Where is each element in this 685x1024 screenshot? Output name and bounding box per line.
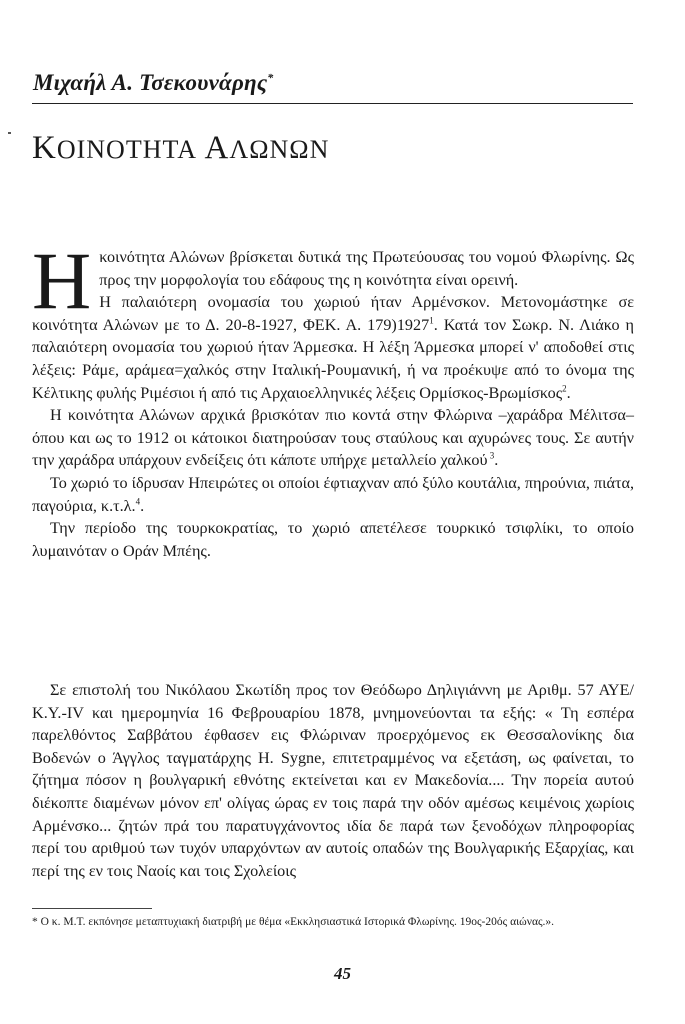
footnote: * Ο κ. Μ.Τ. εκπόνησε μεταπτυχιακή διατριβή με θέμα «Εκκλησιαστικά Ιστορικά Φλωρίνης. 19ος-20ός αιώνας.». — [32, 916, 555, 928]
paragraph-5: Την περίοδο της τουρκοκρατίας, το χωριό απετέλεσε τουρκικό τσιφλίκι, το οποίο λυμαινόταν ο Οράν Μπέης. — [32, 519, 634, 560]
paragraph-3-text: Η κοινότητα Αλώνων αρχικά βρισκόταν πιο κοντά στην Φλώρινα –χαράδρα Μέλιτσα– όπου και ως το 1912 οι κάτοικοι διατηρούσαν τους σταύλους και αχυρώνες τους. Σε αυτήν την χαράδρα υπάρχουν ενδείξεις ότι κάποτε υπήρχε μεταλλείο χαλκού — [32, 406, 634, 470]
title-rest-2: ΛΩΝΩΝ — [229, 135, 330, 164]
paragraph-3 — [32, 404, 634, 472]
margin-mark — [8, 132, 11, 134]
paragraph-2-text-a: Η παλαιότερη ονομασία του χωριού ήταν Αρμένσκον. Μετονομάστηκε σε κοινότητα Αλώνων με το Δ. 20-8-1927, ΦΕΚ. Α. 179)1927 — [32, 293, 634, 334]
footnote-ref-3: 3 — [487, 450, 495, 461]
paragraph-6: Σε επιστολή του Νικόλαου Σκωτίδη προς τον Θεόδωρο Δηλιγιάννη με Αριθμ. 57 ΑΥΕ/Κ.Υ.-IV και ημερομηνία 16 Φεβρουαρίου 1878, μνημονεύονται τα εξής: « Τη εσπέρα παρελθόντος Σαββάτου έφθασεν εις Φλώριναν προερχόμενος εκ Θεσσαλονίκης δια Βοδενών ο Άγγλος ταγματάρχης Η. Sygne, επιτετραμμένος να εξετάση, ως φαίνεται, το ζήτημα πόσον η βουλγαρική εθνότης εκτείνεται και εν Μακεδονία.... Την πορεία αυτού διέκοπτε διαμένων μόνον επ' ολίγας ώρας εν τοις παρά την οδόν αμέσως κειμένοις χωρίοις Αρμένσκο... ζητών πρά του παρατυγχάνοντος ιδία δε παρά των ξενοδόχων πληροφορίας περί του αριθμού των τυχόν υπαρχόντων αν αυτοίς οπαδών της Βουλγαρικής Εξαρχίας, και περί της εν τοις Ναοίς και τοις Σχολείοις — [32, 681, 634, 880]
paragraph-2-end: . — [566, 383, 571, 402]
title-rest-1: ΟΙΝΟΤΗΤΑ — [56, 135, 198, 164]
drop-cap: Η — [32, 235, 92, 326]
paragraph-1-text: κοινότητα Αλώνων βρίσκεται δυτικά της Πρωτεύουσας του νομού Φλωρίνης. Ως προς την μορφολογία του εδάφους της η κοινότητα είναι ορεινή. — [99, 248, 634, 289]
footnote-ref-2: 2 — [562, 383, 567, 394]
paragraph-3-end: . — [494, 451, 499, 470]
paragraph-4-end: . — [140, 496, 145, 515]
header-rule — [32, 103, 633, 104]
body-section-1 — [32, 235, 634, 562]
title-initial-1: Κ — [32, 130, 57, 166]
body-section-2 — [32, 679, 634, 882]
paragraph-2-text-b: . Κατά τον Σωκρ. Ν. Λιάκο η παλαιότερη ονομασία του χωριού ήταν Άρμεσκα. Η λέξη Άρμεσκα μπορεί ν' αποδοθεί στις λέξεις: Ράμε, αράμεα=χαλκός στην Ιταλική-Ρουμανική, ή να προέκυψε από το όνομα της Κέλτικης φυλής Ριμέσιοι ή από τις Αρχαιοελληνικές λέξεις Ορμίσκος-Βρωμίσκος — [32, 315, 634, 402]
paragraph-4 — [32, 472, 634, 517]
article-title — [32, 130, 632, 167]
paragraph-1 — [32, 235, 634, 404]
footnote-ref-4: 4 — [135, 496, 141, 507]
author-name — [33, 70, 633, 96]
page-number: 45 — [334, 964, 351, 983]
author-text: Μιχαήλ Α. Τσεκουνάρης — [33, 70, 268, 95]
author-footnote-mark: * — [267, 70, 274, 85]
footnote-rule — [32, 908, 152, 909]
title-initial-2: Α — [204, 130, 230, 166]
footnote-ref-1: 1 — [429, 315, 434, 326]
paragraph-4-text: Το χωριό το ίδρυσαν Ηπειρώτες οι οποίοι έφτιαχναν από ξύλο κουτάλια, πηρούνια, πιάτα, παγούρια, κ.τ.λ. — [32, 473, 634, 515]
